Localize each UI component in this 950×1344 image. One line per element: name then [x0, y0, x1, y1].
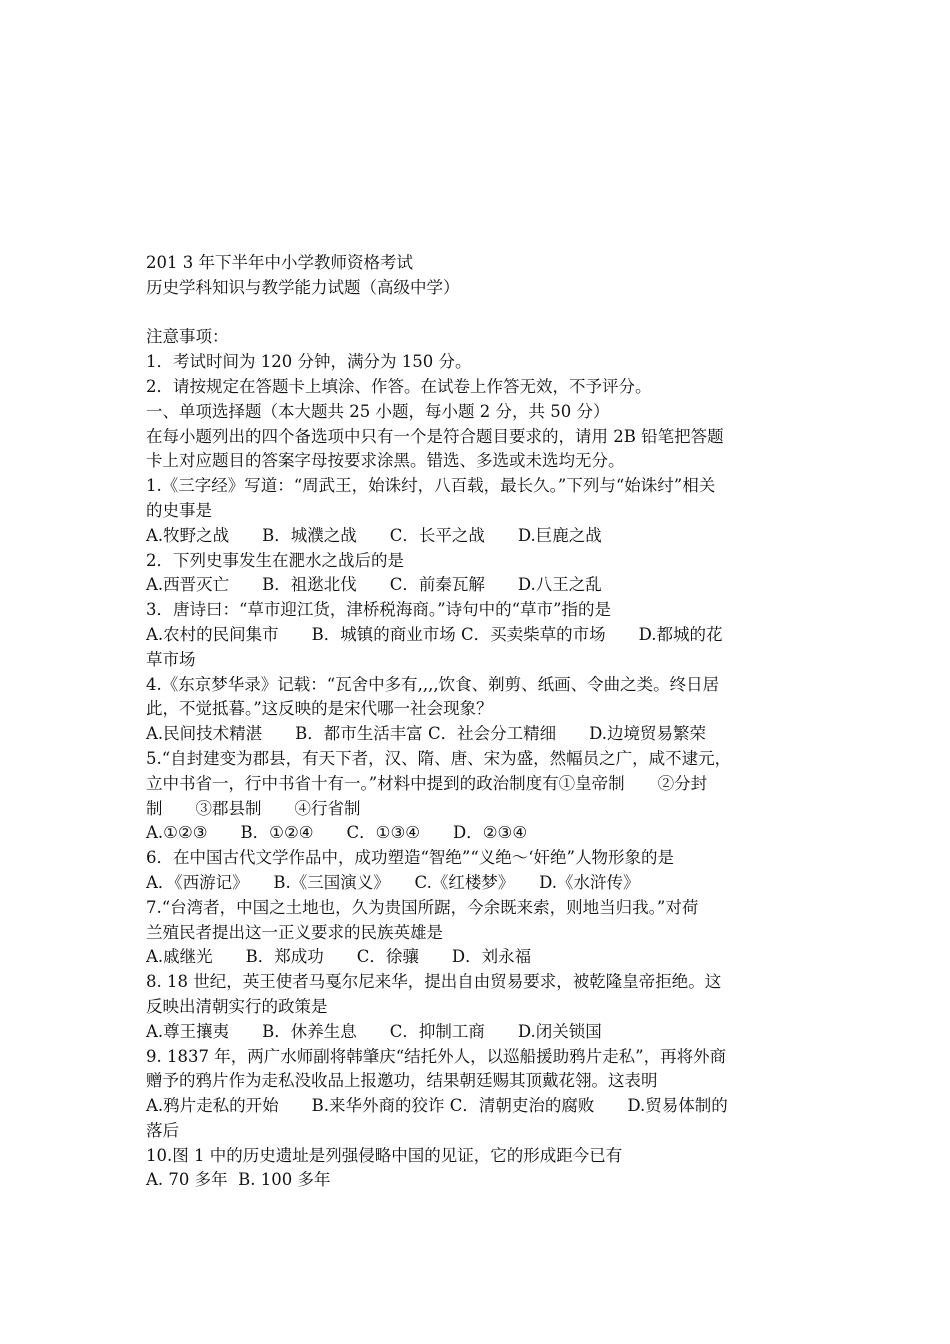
notice-item: 2．请按规定在答题卡上填涂、作答。在试卷上作答无效，不予评分。: [146, 376, 652, 396]
question-8-options: A.尊王攘夷 B．休养生息 C．抑制工商 D.闭关锁国: [146, 1021, 602, 1041]
question-1-options: A.牧野之战 B．城濮之战 C．长平之战 D.巨鹿之战: [146, 525, 602, 545]
notice-heading: 注意事项：: [146, 327, 229, 347]
question-10-options: A. 70 多年 B. 100 多年: [146, 1170, 331, 1190]
exam-page: [146, 251, 816, 1193]
notice-item: 1．考试时间为 120 分钟，满分为 150 分。: [146, 352, 472, 372]
question-9-stem: 9. 1837 年，两广水师副将韩肇庆“结托外人，以巡船援助鸦片走私”，再将外商: [146, 1046, 727, 1066]
question-4-stem: 4.《东京梦华录》记载：“瓦舍中多有,,,,饮食、剃剪、纸画、令曲之类。终日居: [146, 674, 720, 694]
question-6-options: A．《西游记》 B.《三国演义》 C.《红楼梦》 D.《水浒传》: [146, 872, 640, 892]
question-1-stem: 1.《三字经》写道：“周武王，始诛纣，八百载，最长久。”下列与“始诛纣”相关: [146, 476, 716, 496]
question-4-stem: 此，不觉抵暮。”这反映的是宋代哪一社会现象？: [146, 699, 493, 719]
question-5-stem: 5.“自封建变为郡县，有天下者，汉、隋、唐、宋为盛，然幅员之广，咸不逮元，: [146, 748, 732, 768]
exam-title: 201 3 年下半年中小学教师资格考试: [146, 253, 413, 272]
question-8-stem: 8. 18 世纪，英王使者马戛尔尼来华，提出自由贸易要求，被乾隆皇帝拒绝。这: [146, 972, 722, 992]
question-8-stem: 反映出清朝实行的政策是: [146, 996, 328, 1016]
question-7-options: A.戚继光 B．郑成功 C．徐骧 D．刘永福: [146, 947, 532, 967]
question-4-options: A.民间技术精湛 B．都市生活丰富 C．社会分工精细 D.边境贸易繁荣: [146, 724, 707, 744]
question-9-options: 落后: [146, 1120, 179, 1140]
question-7-stem: 兰殖民者提出这一正义要求的民族英雄是: [146, 922, 443, 942]
question-7-stem: 7.“台湾者，中国之土地也，久为贵国所踞，今余既来索，则地当归我。”对荷: [146, 897, 699, 917]
question-9-options: A.鸦片走私的开始 B.来华外商的狡诈 C．清朝吏治的腐败 D.贸易体制的: [146, 1096, 728, 1116]
question-3-stem: 3．唐诗曰：“草市迎江货，津桥税海商。”诗句中的“草市”指的是: [146, 600, 611, 620]
question-6-stem: 6．在中国古代文学作品中，成功塑造“智绝”“义绝～‘奸绝”人物形象的是: [146, 848, 674, 868]
question-3-options: 草市场: [146, 649, 196, 669]
question-2-options: A.西晋灭亡 B．祖逖北伐 C．前秦瓦解 D.八王之乱: [146, 575, 602, 595]
question-1-stem: 的史事是: [146, 500, 212, 520]
question-3-options: A.农村的民间集市 B．城镇的商业市场 C．买卖柴草的市场 D.都城的花: [146, 624, 723, 644]
question-5-options: A.①②③ B．①②④ C．①③④ D．②③④: [146, 823, 528, 843]
question-9-stem: 赠予的鸦片作为走私没收品上报邀功，结果朝廷赐其顶戴花翎。这表明: [146, 1071, 658, 1091]
question-10-stem: 10.图 1 中的历史遗址是列强侵略中国的见证，它的形成距今已有: [146, 1145, 623, 1165]
question-2-stem: 2．下列史事发生在淝水之战后的是: [146, 550, 404, 570]
spacer: [146, 301, 816, 326]
section-instructions: 卡上对应题目的答案字母按要求涂黑。错选、多选或未选均无分。: [146, 451, 625, 471]
section-instructions: 在每小题列出的四个备选项中只有一个是符合题目要求的，请用 2B 铅笔把答题: [146, 426, 724, 446]
subject-title: 历史学科知识与教学能力试题（高级中学）: [146, 277, 460, 297]
section-title: 一、单项选择题（本大题共 25 小题，每小题 2 分，共 50 分）: [146, 401, 610, 421]
question-5-stem: 制 ③郡县制 ④行省制: [146, 798, 361, 818]
question-5-stem: 立中书省一，行中书省十有一。”材料中提到的政治制度有①皇帝制 ②分封: [146, 773, 708, 793]
